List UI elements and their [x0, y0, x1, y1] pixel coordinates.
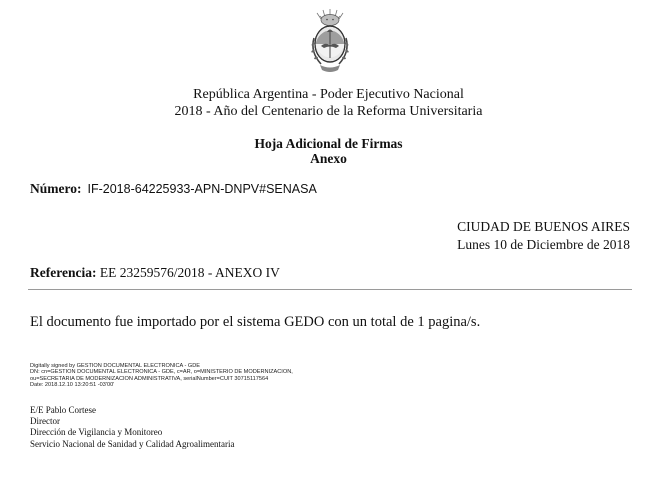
reference-label: Referencia: [30, 265, 97, 280]
signer-division: Dirección de Vigilancia y Monitoreo [30, 427, 163, 438]
document-number-value: IF-2018-64225933-APN-DNPV#SENASA [87, 182, 317, 196]
signer-organization: Servicio Nacional de Sanidad y Calidad Agroalimentaria [30, 438, 235, 449]
signer-role: Director [30, 416, 60, 427]
signer-name: E/E Pablo Cortese [30, 405, 96, 415]
signer-block [30, 405, 234, 450]
title-line-2: Anexo [310, 151, 347, 166]
signature-line-2: DN: cn=GESTION DOCUMENTAL ELECTRONICA - GDE, c=AR, o=MINISTERIO DE MODERNIZACION, [30, 369, 293, 376]
date: Lunes 10 de Diciembre de 2018 [457, 237, 630, 252]
document-number-label: Número: [30, 181, 82, 196]
signature-line-4: Date: 2018.12.10 13:20:51 -03'00' [30, 381, 115, 388]
coat-of-arms-icon [305, 8, 355, 78]
place-and-date [457, 218, 630, 254]
reference-value: EE 23259576/2018 - ANEXO IV [99, 265, 280, 280]
document-title [0, 136, 657, 166]
document-header [0, 86, 657, 120]
horizontal-divider [28, 289, 632, 290]
header-line-year-motto: 2018 - Año del Centenario de la Reforma Universitaria [174, 104, 483, 119]
signature-line-3: ou=SECRETARIA DE MODERNIZACION ADMINISTRATIVA, serialNumber=CUIT 30715117564 [30, 375, 269, 382]
digital-signature-block [30, 363, 293, 388]
city: CIUDAD DE BUENOS AIRES [457, 219, 630, 234]
body-text: El documento fue importado por el sistema GEDO con un total de 1 pagina/s. [30, 314, 481, 330]
reference [30, 265, 280, 281]
title-line-1: Hoja Adicional de Firmas [254, 136, 403, 151]
header-line-government: República Argentina - Poder Ejecutivo Nacional [193, 87, 464, 102]
document-number [30, 181, 317, 197]
signature-line-1: Digitally signed by GESTION DOCUMENTAL ELECTRONICA - GDE [30, 363, 201, 369]
